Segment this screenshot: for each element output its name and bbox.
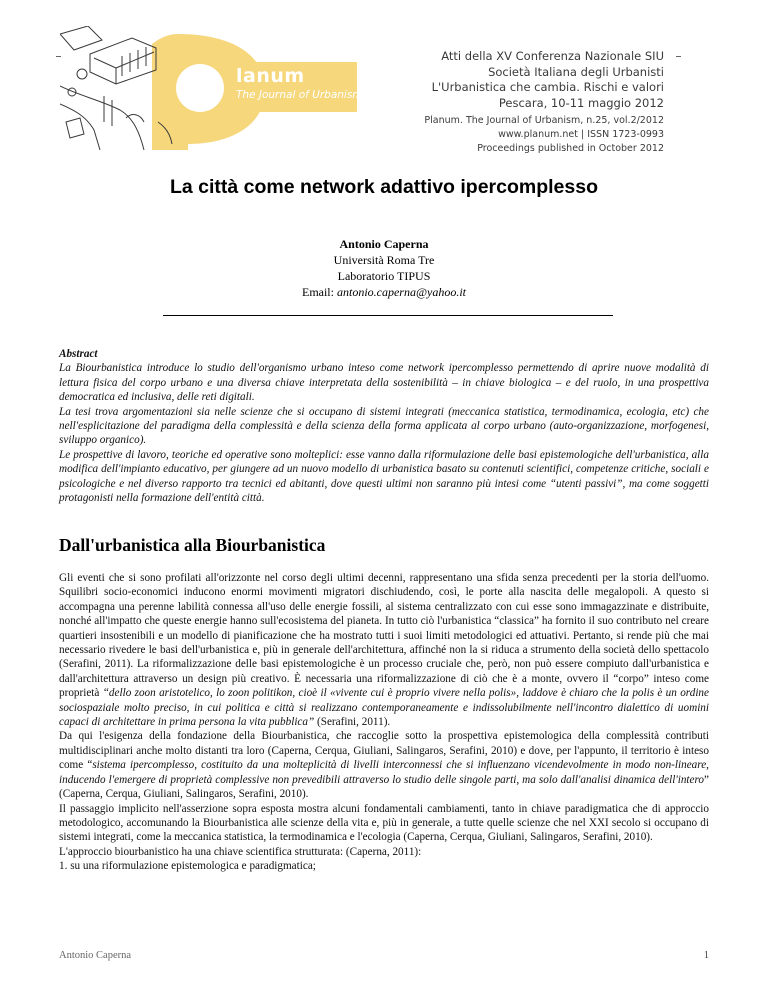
footer-author: Antonio Caperna [59,950,132,961]
text-run: Gli eventi che si sono profilati all'orizzonte nel corso degli ultimi decenni, rappresentano una sfida senza precedenti per la storia dell'uomo. Squilibri socio-economici inducono enormi movimenti migratori dischiudendo, così, le porte alla nascita delle megalopoli. A questo si accompagna una perenne labilità connessa all'uso delle energie fossili, al sistema centralizzato con cui esse sono immagazzinate e distribuite, nonché all'impatto che queste energie hanno sull'ecosistema del pianeta. In tutto ciò l'urbanistica “classica” ha fornito il suo contributo nel creare quartieri insostenibili e un modello di pianificazione che ha mostrato tutti i suoi limiti metodologici ed attuativi. Pertanto, si rende più che mai necessario rivedere le basi dell'urbanistica e, più in generale dell'architettura, affinché non la si riduca a strumento della società dello spettacolo (Serafini, 2011). La riformalizzazione delle basi epistemologiche è un processo cruciale che, però, non può essere compiuto dall'urbanistica e dall'architettura attraverso un design più creativo. È necessaria una riformalizzazione di ciò che è a monte, ovvero il “corpo” inteso come proprietà [59,572,709,700]
email-line [0,284,768,300]
abstract-paragraph: La tesi trova argomentazioni sia nelle scienze che si occupano di sistemi integrati (meccanica statistica, termodinamica, ecologia, etc) che nell'esplicitazione del paradigma della complessità e della scienza della forma applicata al corpo urbano (auto-organizzazione, morfogenesi, sviluppo organico). [59,405,709,447]
quote-run: “dello zoon aristotelico, lo zoon politikon, cioè il «vivente cui è proprio vivere nella polis», laddove è chiaro che la polis è un ordine sociospaziale molto preciso, in cui politica e città si realizzano contemporaneamente e indissolubilmente nell'incontro dialettico di uomini capaci di architettare in prima persona la vita pubblica” [59,687,709,729]
publication-line: Planum. The Journal of Urbanism, n.25, vol.2/2012 [424,115,664,126]
conference-line: Società Italiana degli Urbanisti [488,64,664,79]
email-label: Email: [301,285,337,299]
conference-line: L'Urbanistica che cambia. Rischi e valori [431,80,664,94]
affiliation: Università Roma Tre [333,253,435,267]
conference-line: Pescara, 10-11 maggio 2012 [498,95,664,110]
brand-name: lanum [236,65,305,87]
section-heading: Dall'urbanistica alla Biourbanistica [59,535,326,555]
abstract-paragraph: La Biourbanistica introduce lo studio dell'organismo urbano inteso come network ipercomplesso permettendo di aprire nuove modalità di lettura fisica del corpo urbano e una diversa chiave interpretata della sostenibilità – in chiave biologica – e del ruolo, in una prospettiva democratica ed inclusiva, delle reti digitali. [59,362,709,404]
planum-logo-p [60,26,360,150]
abstract-paragraph: Le prospettive di lavoro, teoriche ed operative sono molteplici: esse vanno dalla riformulazione delle basi epistemologiche dell'urbanistica, alla modifica dell'impianto educativo, per giungere ad un nuovo modello di urbanistica basato su contenuti scientifici, competenze critiche, sociali e psicologiche e nel diverso rapporto tra tecnici ed abitanti, dove questi ultimi non saranno più intesi come “utenti passivi”, ma come soggetti protagonisti nella formazione dell'entità città. [59,448,709,505]
brand-tagline: The Journal of Urbanism [236,89,363,101]
author-name: Antonio Caperna [339,237,429,251]
abstract-heading: Abstract [59,348,98,360]
email-address[interactable]: antonio.caperna@yahoo.it [336,285,467,299]
publication-line: www.planum.net | ISSN 1723-0993 [498,129,664,140]
divider [163,315,613,316]
body-paragraph: Il passaggio implicito nell'asserzione sopra esposta mostra alcuni fondamentali cambiamenti, tanto in chiave paradigmatica che di approccio metodologico, accomunando la Biourbanistica alle scienze della vita e, più in generale, a tutte quelle scienze che nel XXI secolo si occupano di sistemi integrati, come la meccanica statistica, la termodinamica e l'ecologia (Caperna, Cerqua, Giuliani, Salingaros, Serafini, 2010). [59,802,709,844]
publication-info [424,114,664,156]
text-run: (Serafini, 2011). [314,716,391,729]
conference-info [432,49,664,111]
section-body [59,571,709,874]
author-block [0,236,768,300]
affiliation: Laboratorio TIPUS [337,269,431,283]
list-item: 1. su una riformulazione epistemologica e paradigmatica; [59,860,316,873]
page-number: 1 [703,950,709,961]
journal-banner [0,0,768,154]
conference-line: Atti della XV Conferenza Nazionale SIU [441,49,664,63]
quote-run: sistema ipercomplesso, costituito da una molteplicità di livelli interconnessi che si influenzano vicendevolmente in modo non-lineare, inducendo l'emergere di proprietà complessive non prevedibili attraverso lo studio delle singole parti, ma solo dall'analisi dinamica dell'intero [59,759,709,786]
paper-title: La città come network adattivo ipercomplesso [169,176,599,198]
text-run: Da qui l'esigenza della fondazione della Biourbanistica, che raccoglie sotto la prospettiva epistemologica della complessità contributi multidisciplinari anche molto distanti tra loro (Caperna, Cerqua, Giuliani, Salingaros, Serafini, 2010) e dove, per l'appunto, il territorio è inteso come “ [59,730,709,772]
body-paragraph: L'approccio biourbanistico ha una chiave scientifica strutturata: (Caperna, 2011): [59,845,422,858]
publication-line: Proceedings published in October 2012 [477,143,664,154]
body-paragraph [59,571,709,729]
abstract [59,347,709,505]
body-paragraph [59,729,709,801]
crop-mark [676,56,681,57]
text-run: ” (Caperna, Cerqua, Giuliani, Salingaros, Serafini, 2010). [59,773,709,801]
